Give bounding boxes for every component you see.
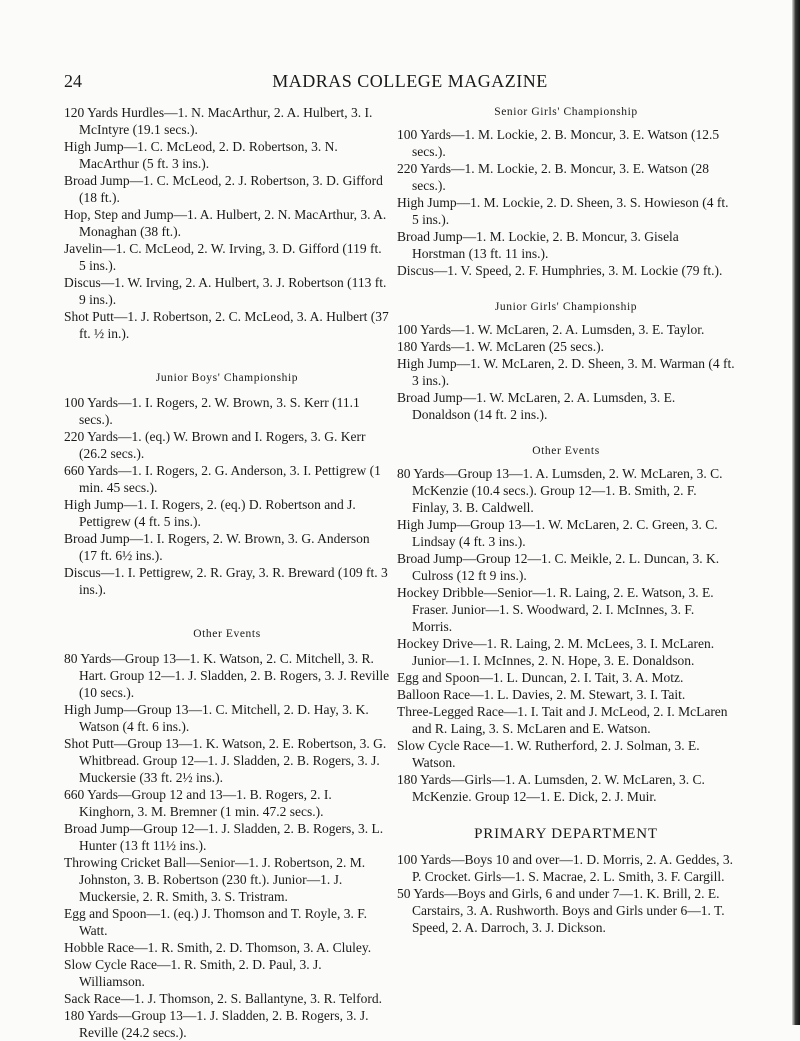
result-item: 180 Yards—Group 13—1. J. Sladden, 2. B. Rogers, 3. J. Reville (24.2 secs.). (64, 1008, 369, 1040)
result-item: Discus—1. V. Speed, 2. F. Humphries, 3. M. Lockie (79 ft.). (397, 263, 723, 278)
page-number: 24 (64, 71, 82, 91)
result-item: Discus—1. I. Pettigrew, 2. R. Gray, 3. R. Breward (109 ft. 3 ins.). (64, 565, 388, 597)
result-item: High Jump—Group 13—1. C. Mitchell, 2. D. Hay, 3. K. Watson (4 ft. 6 ins.). (64, 702, 369, 734)
result-item: Egg and Spoon—1. (eq.) J. Thomson and T. Royle, 3. F. Watt. (64, 906, 368, 938)
result-item: Shot Putt—Group 13—1. K. Watson, 2. E. Robertson, 3. G. Whitbread. Group 12—1. J. Sladden, 2. B. Rogers, 3. J. Muckersie (33 ft. 2½ ins.). (64, 736, 387, 785)
result-item: High Jump—1. M. Lockie, 2. D. Sheen, 3. S. Howieson (4 ft. 5 ins.). (397, 195, 729, 227)
left-column (64, 104, 390, 1041)
junior-girls-heading: Junior Girls' Championship (494, 301, 638, 313)
junior-girls-results (397, 321, 735, 423)
result-item: 80 Yards—Group 13—1. K. Watson, 2. C. Mitchell, 3. R. Hart. Group 12—1. J. Sladden, 2. B. Rogers, 3. J. Reville (10 secs.). (64, 651, 390, 700)
result-item: 50 Yards—Boys and Girls, 6 and under 7—1. K. Brill, 2. E. Carstairs, 3. A. Rushworth. Boys and Girls under 6—1. T. Speed, 2. A. Darroch, 3. J. Dickson. (397, 886, 725, 935)
result-item: High Jump—1. C. McLeod, 2. D. Robertson, 3. N. MacArthur (5 ft. 3 ins.). (64, 139, 338, 171)
result-item: Broad Jump—Group 12—1. C. Meikle, 2. L. Duncan, 3. K. Culross (12 ft 9 ins.). (397, 551, 720, 583)
junior-boys-heading: Junior Boys' Championship (155, 372, 299, 384)
junior-boys-results (64, 394, 390, 598)
result-item: 80 Yards—Group 13—1. A. Lumsden, 2. W. McLaren, 3. C. McKenzie (10.4 secs.). Group 12—1. B. Smith, 2. F. Finlay, 3. B. Caldwell. (397, 466, 723, 515)
result-item: Three-Legged Race—1. I. Tait and J. McLeod, 2. I. McLaren and R. Laing, 3. S. McLaren and E. Watson. (397, 704, 728, 736)
result-item: 180 Yards—Girls—1. A. Lumsden, 2. W. McLaren, 3. C. McKenzie. Group 12—1. E. Dick, 2. J. Muir. (397, 772, 705, 804)
senior-girls-results (397, 126, 735, 279)
magazine-title: MADRAS COLLEGE MAGAZINE (272, 71, 548, 91)
result-item: Sack Race—1. J. Thomson, 2. S. Ballantyne, 3. R. Telford. (64, 991, 383, 1006)
result-item: Javelin—1. C. McLeod, 2. W. Irving, 3. D. Gifford (119 ft. 5 ins.). (64, 241, 382, 273)
result-item: Shot Putt—1. J. Robertson, 2. C. McLeod, 3. A. Hulbert (37 ft. ½ in.). (64, 309, 389, 341)
result-item: Broad Jump—1. C. McLeod, 2. J. Robertson, 3. D. Gifford (18 ft.). (64, 173, 383, 205)
page-header (64, 71, 734, 95)
result-item: 220 Yards—1. M. Lockie, 2. B. Moncur, 3. E. Watson (28 secs.). (397, 161, 709, 193)
primary-department-heading: PRIMARY DEPARTMENT (474, 826, 658, 842)
result-item: High Jump—1. W. McLaren, 2. D. Sheen, 3. M. Warman (4 ft. 3 ins.). (397, 356, 735, 388)
result-item: 180 Yards—1. W. McLaren (25 secs.). (397, 339, 604, 354)
result-item: 660 Yards—Group 12 and 13—1. B. Rogers, 2. I. Kinghorn, 3. M. Bremner (1 min. 47.2 secs.). (64, 787, 332, 819)
result-item: Balloon Race—1. L. Davies, 2. M. Stewart, 3. I. Tait. (397, 687, 686, 702)
result-item: Egg and Spoon—1. L. Duncan, 2. I. Tait, 3. A. Motz. (397, 670, 684, 685)
right-column (397, 104, 735, 936)
result-item: 100 Yards—Boys 10 and over—1. D. Morris, 2. A. Geddes, 3. P. Crocket. Girls—1. S. Macrae, 2. L. Smith, 3. F. Cargill. (397, 852, 733, 884)
result-item: Slow Cycle Race—1. W. Rutherford, 2. J. Solman, 3. E. Watson. (397, 738, 700, 770)
page-edge-shadow (792, 0, 800, 1025)
result-item: Hockey Drive—1. R. Laing, 2. M. McLees, 3. I. McLaren. Junior—1. I. McInnes, 2. N. Hope, 3. E. Donaldson. (397, 636, 715, 668)
result-item: Broad Jump—Group 12—1. J. Sladden, 2. B. Rogers, 3. L. Hunter (13 ft 11½ ins.). (64, 821, 384, 853)
result-item: High Jump—Group 13—1. W. McLaren, 2. C. Green, 3. C. Lindsay (4 ft. 3 ins.). (397, 517, 718, 549)
other-events-heading-right: Other Events (532, 445, 600, 457)
other-events-results-left (64, 650, 390, 1041)
result-item: Hop, Step and Jump—1. A. Hulbert, 2. N. MacArthur, 3. A. Monaghan (38 ft.). (64, 207, 387, 239)
result-item: Broad Jump—1. W. McLaren, 2. A. Lumsden, 3. E. Donaldson (14 ft. 2 ins.). (397, 390, 676, 422)
result-item: Broad Jump—1. I. Rogers, 2. W. Brown, 3. G. Anderson (17 ft. 6½ ins.). (64, 531, 370, 563)
senior-boys-results (64, 104, 390, 342)
result-item: 120 Yards Hurdles—1. N. MacArthur, 2. A. Hulbert, 3. I. McIntyre (19.1 secs.). (64, 105, 373, 137)
result-item: Hobble Race—1. R. Smith, 2. D. Thomson, 3. A. Cluley. (64, 940, 372, 955)
result-item: High Jump—1. I. Rogers, 2. (eq.) D. Robertson and J. Pettigrew (4 ft. 5 ins.). (64, 497, 356, 529)
senior-girls-heading: Senior Girls' Championship (494, 106, 638, 118)
result-item: Discus—1. W. Irving, 2. A. Hulbert, 3. J. Robertson (113 ft. 9 ins.). (64, 275, 387, 307)
result-item: 100 Yards—1. M. Lockie, 2. B. Moncur, 3. E. Watson (12.5 secs.). (397, 127, 720, 159)
result-item: 100 Yards—1. W. McLaren, 2. A. Lumsden, 3. E. Taylor. (397, 322, 705, 337)
result-item: 100 Yards—1. I. Rogers, 2. W. Brown, 3. S. Kerr (11.1 secs.). (64, 395, 360, 427)
result-item: Throwing Cricket Ball—Senior—1. J. Robertson, 2. M. Johnston, 3. B. Robertson (230 ft.). Junior—1. J. Muckersie, 2. R. Smith, 3. S. Tristram. (64, 855, 366, 904)
result-item: 220 Yards—1. (eq.) W. Brown and I. Rogers, 3. G. Kerr (26.2 secs.). (64, 429, 366, 461)
result-item: Slow Cycle Race—1. R. Smith, 2. D. Paul, 3. J. Williamson. (64, 957, 322, 989)
result-item: Hockey Dribble—Senior—1. R. Laing, 2. E. Watson, 3. E. Fraser. Junior—1. S. Woodward, 2. I. McInnes, 3. F. Morris. (397, 585, 714, 634)
other-events-heading-left: Other Events (193, 628, 261, 640)
primary-department-results (397, 851, 735, 936)
other-events-results-right (397, 465, 735, 805)
result-item: 660 Yards—1. I. Rogers, 2. G. Anderson, 3. I. Pettigrew (1 min. 45 secs.). (64, 463, 381, 495)
result-item: Broad Jump—1. M. Lockie, 2. B. Moncur, 3. Gisela Horstman (13 ft. 11 ins.). (397, 229, 679, 261)
